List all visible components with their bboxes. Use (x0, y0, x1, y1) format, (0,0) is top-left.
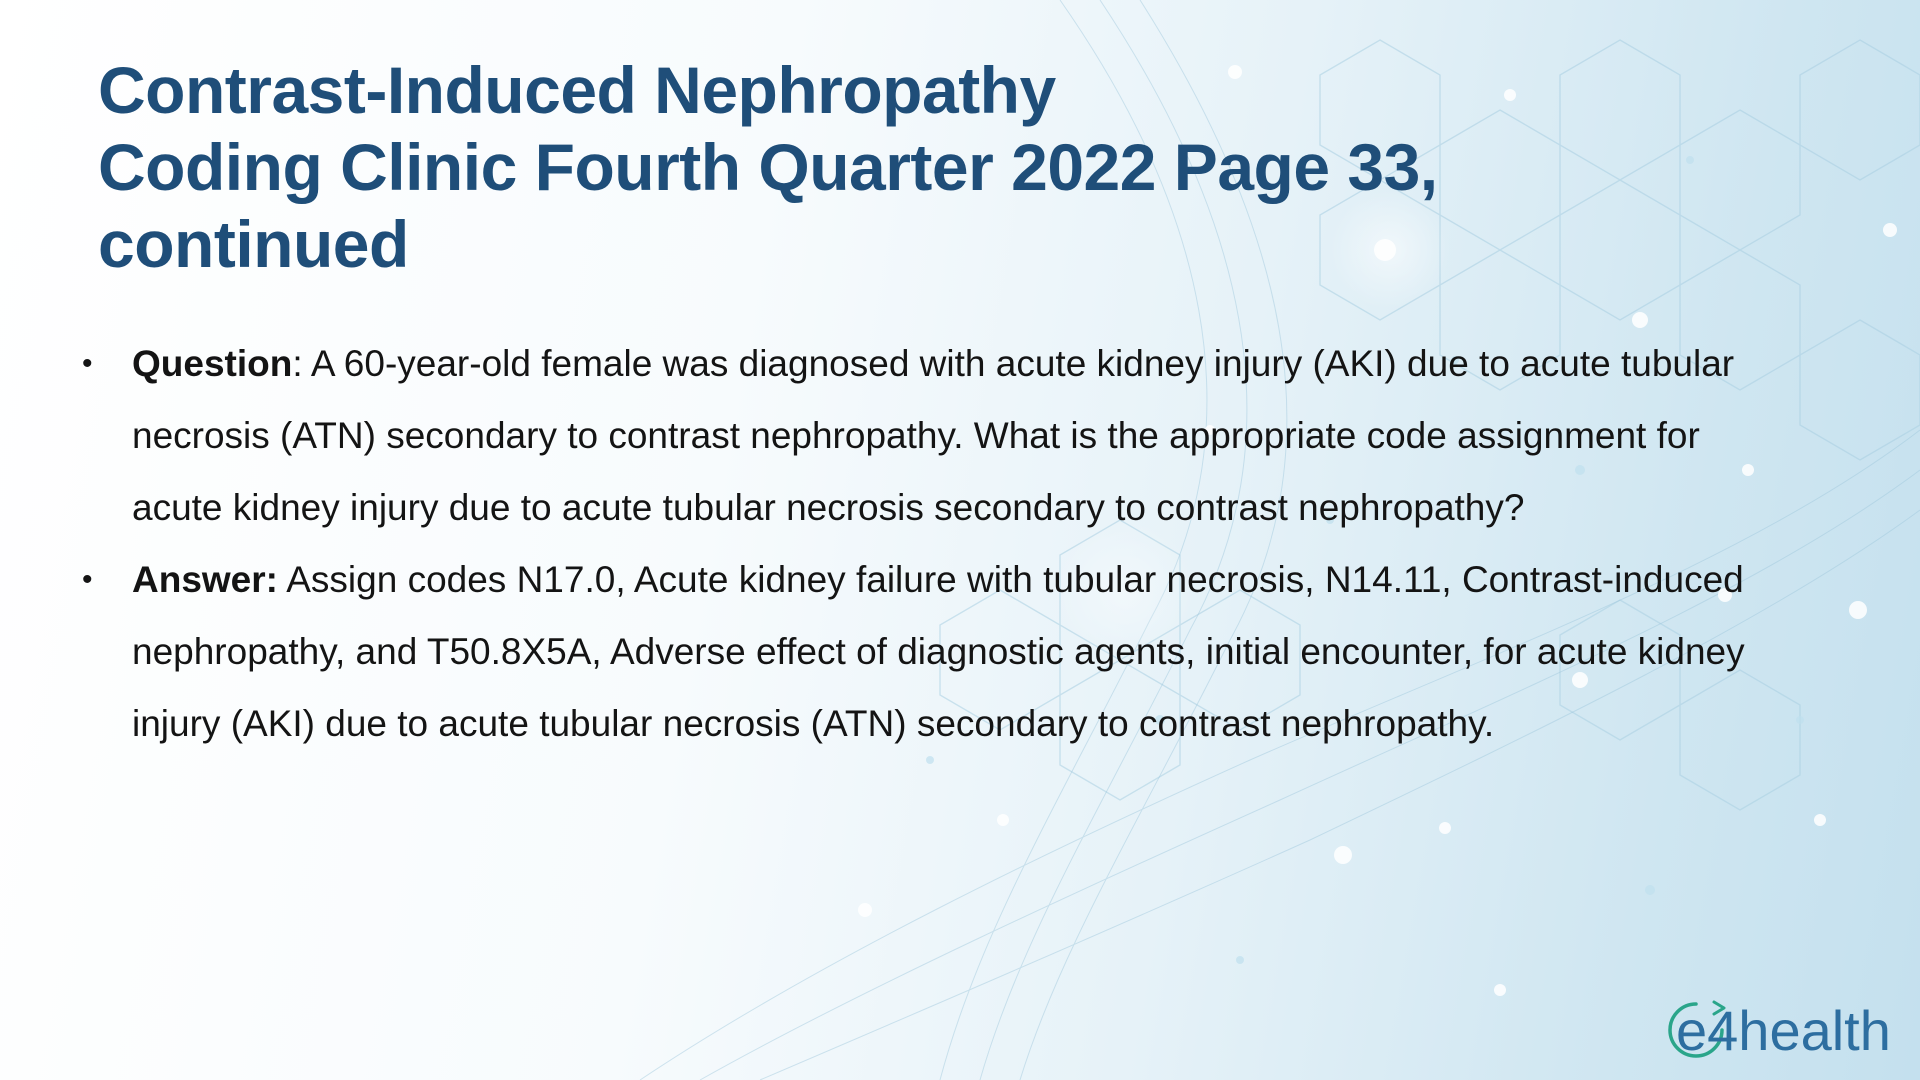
logo-suffix: health (1738, 999, 1891, 1062)
title-line-1: Contrast-Induced Nephropathy (98, 53, 1056, 127)
answer-label: Answer: (132, 559, 278, 600)
logo-prefix: e4 (1676, 999, 1739, 1062)
bullet-marker: • (82, 563, 93, 596)
answer-separator (278, 559, 286, 600)
title-line-3: continued (98, 207, 409, 281)
bullet-list (80, 328, 1800, 760)
question-label: Question (132, 343, 293, 384)
bullet-answer (80, 544, 1800, 760)
svg-text:e4health (1676, 999, 1891, 1062)
answer-text: Assign codes N17.0, Acute kidney failure with tubular necrosis, N14.11, Contrast-induced nephropathy, and T50.8X5A, Adverse effect of diagnostic agents, initial encounter, for acute kidney injury (AKI) due to acute tubular necrosis (ATN) secondary to contrast nephropathy. (132, 559, 1745, 744)
title-line-2: Coding Clinic Fourth Quarter 2022 Page 33, (98, 130, 1438, 204)
slide-title (98, 52, 1798, 283)
question-text: A 60-year-old female was diagnosed with acute kidney injury (AKI) due to acute tubular necrosis (ATN) secondary to contrast nephropathy. What is the appropriate code assignment for acute kidney injury due to acute tubular necrosis secondary to contrast nephropathy? (132, 343, 1735, 528)
question-separator: : (292, 343, 311, 384)
bullet-question (80, 328, 1800, 544)
bullet-marker: • (82, 347, 93, 380)
e4health-logo (1668, 990, 1898, 1064)
